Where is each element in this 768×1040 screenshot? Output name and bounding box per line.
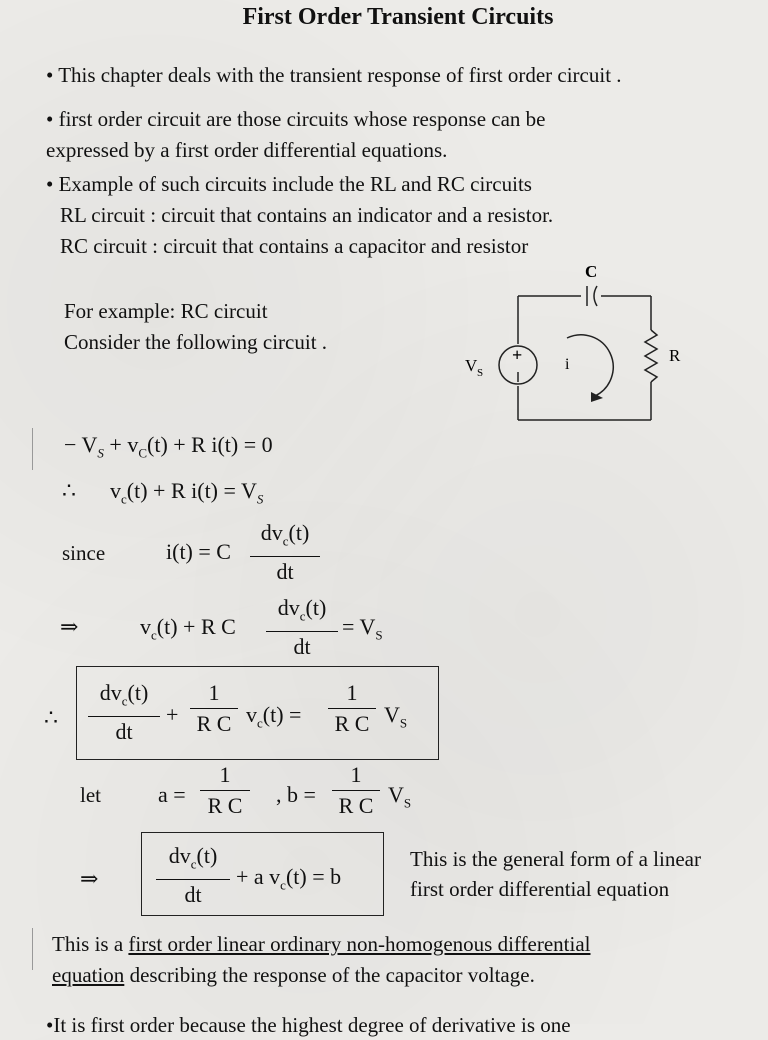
- source-label-subscript: S: [477, 367, 484, 379]
- general-form-rhs: + a $v_c(t) = b$: [236, 864, 342, 893]
- rl-circuit-definition: RL circuit : circuit that contains an indicator and a resistor.: [60, 203, 554, 227]
- rc-circuit-definition: RC circuit : circuit that contains a capacitor and resistor: [60, 234, 529, 258]
- current-arrow: [567, 335, 613, 396]
- therefore-symbol: ∴: [62, 478, 76, 503]
- derivative-fraction: $dv_c(t)$ dt: [88, 680, 160, 745]
- since-label: since: [62, 541, 106, 565]
- capacitor-label: C: [585, 262, 598, 281]
- page-title: First Order Transient Circuits: [242, 4, 554, 30]
- bullet-definition-line2: expressed by a first order differential equations.: [46, 138, 448, 162]
- bullet-examples-line1: • Example of such circuits include the RL and RC circuits: [46, 172, 532, 196]
- reciprocal-rc-fraction: 1 R C: [328, 680, 376, 737]
- let-label: let: [80, 783, 101, 807]
- source-label: V: [465, 356, 478, 375]
- plus-sign: +: [166, 702, 179, 727]
- resistor-label: R: [669, 346, 681, 365]
- margin-marker: [32, 928, 33, 970]
- general-form-note-line2: first order differential equation: [410, 877, 670, 901]
- substituted-equation-rhs: = $V_S$: [342, 614, 383, 643]
- implies-symbol: ⇒: [60, 614, 79, 639]
- derivative-fraction: $dv_c(t)$ dt: [266, 595, 338, 660]
- conclusion-line2: equation describing the response of the capacitor voltage.: [52, 963, 535, 987]
- resistor-symbol: [645, 330, 657, 382]
- therefore-symbol: ∴: [44, 705, 58, 730]
- current-definition-lhs: i(t) = C: [166, 539, 231, 564]
- example-instruction: Consider the following circuit .: [64, 330, 328, 354]
- a-definition: a =: [158, 782, 186, 807]
- bullet-chapter-intro: • This chapter deals with the transient response of first order circuit .: [46, 63, 622, 87]
- conclusion-line1: This is a first order linear ordinary non-homogenous differential: [52, 932, 591, 956]
- implies-symbol: ⇒: [80, 866, 99, 891]
- capacitor-voltage-term: $v_c(t)$ =: [246, 702, 302, 731]
- reciprocal-rc-fraction: 1 R C: [190, 680, 238, 737]
- substituted-equation-lhs: $v_c(t) + R$ C: [140, 614, 236, 643]
- derivative-fraction: $dv_c(t)$ dt: [156, 843, 230, 908]
- rc-circuit-diagram: [455, 258, 695, 428]
- source-plus-sign: +: [512, 345, 523, 365]
- reciprocal-rc-fraction: 1 R C: [332, 762, 380, 819]
- b-definition: , b =: [276, 782, 316, 807]
- cutoff-bullet: •It is first order because the highest degree of derivative is one: [46, 1013, 571, 1037]
- source-voltage-term: $V_S$: [384, 702, 408, 731]
- kvl-equation: − $V_S + v_C(t) + R$ i(t) = 0: [64, 432, 273, 461]
- reciprocal-rc-fraction: 1 R C: [200, 762, 250, 819]
- current-label: i: [565, 356, 570, 373]
- example-heading: For example: RC circuit: [64, 299, 268, 323]
- general-form-note-line1: This is the general form of a linear: [410, 847, 701, 871]
- capacitor-symbol: [587, 286, 597, 306]
- loop-equation: $v_c(t) + R$ $i(t) = V_S$: [110, 478, 264, 507]
- derivative-fraction: $dv_c(t)$ dt: [250, 520, 320, 585]
- margin-marker: [32, 428, 33, 470]
- bullet-definition-line1: • first order circuit are those circuits whose response can be: [46, 107, 546, 131]
- source-voltage-term: $V_S$: [388, 782, 412, 811]
